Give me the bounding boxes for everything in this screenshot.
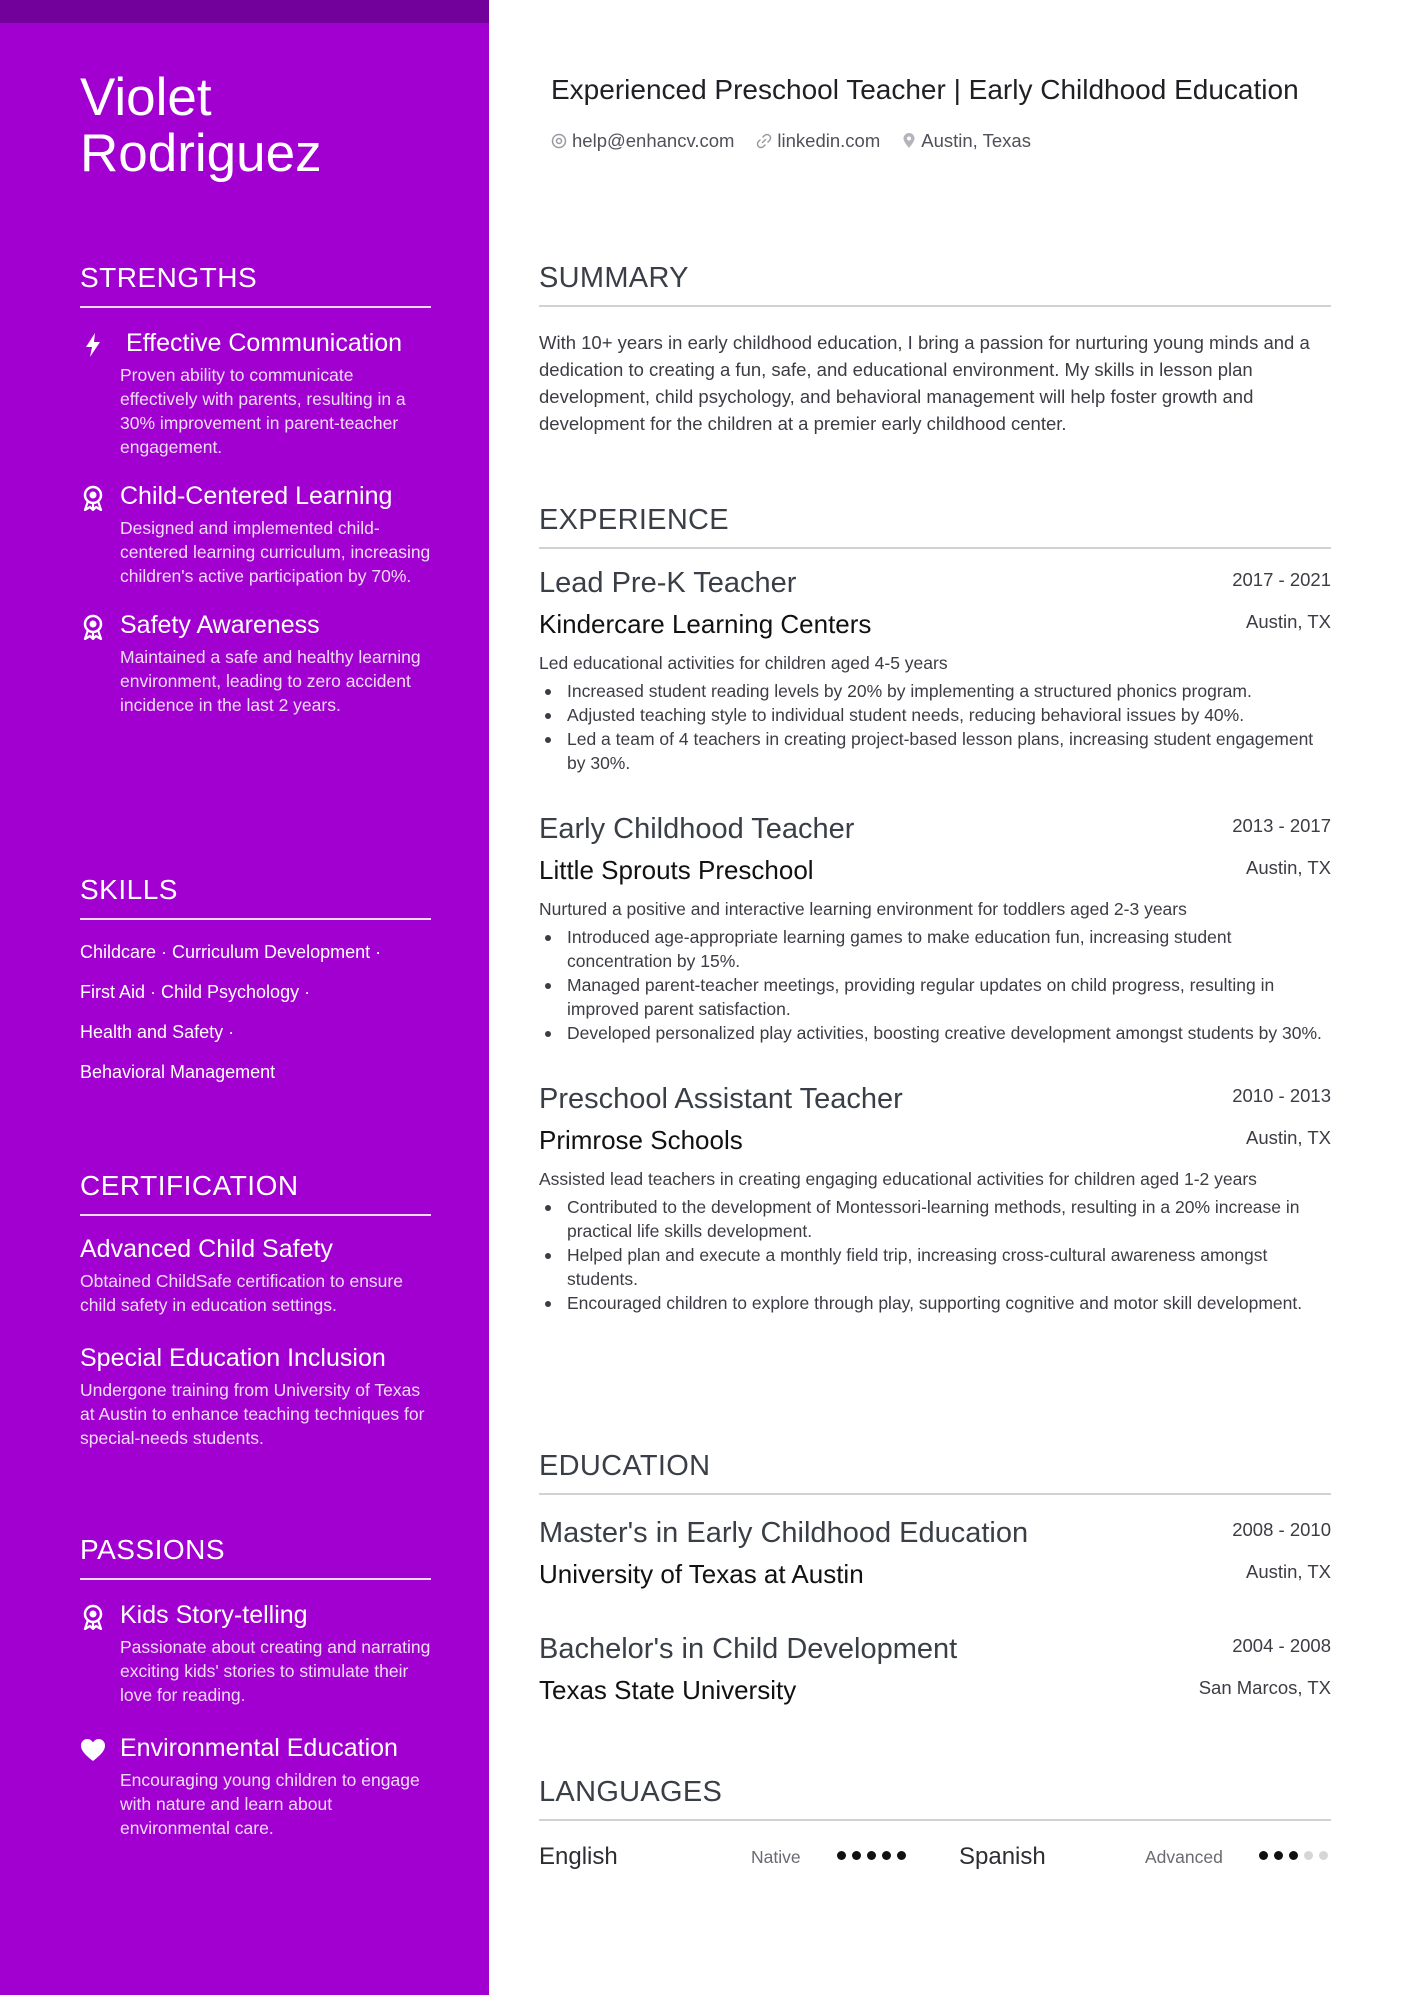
summary-title: SUMMARY <box>539 262 1331 307</box>
skills-section <box>80 874 431 1084</box>
passion-title: Environmental Education <box>120 1734 398 1762</box>
rating-dot-filled <box>897 1851 906 1860</box>
education-dates: 2008 - 2010 <box>1232 1519 1331 1540</box>
certification-section <box>80 1170 431 1450</box>
job-role: Lead Pre-K Teacher <box>539 567 797 599</box>
rating-dot-filled <box>882 1851 891 1860</box>
strengths-section <box>80 262 431 717</box>
job-header <box>539 813 1331 897</box>
job-company: Little Sprouts Preschool <box>539 855 814 885</box>
language-name: English <box>539 1843 618 1870</box>
passion-item <box>80 1600 431 1707</box>
strength-item <box>80 481 431 588</box>
education-entry <box>539 1517 1331 1601</box>
certification-title-text: Advanced Child Safety <box>80 1235 333 1263</box>
language-rating <box>837 1851 906 1860</box>
skill-line: First Aid · Child Psychology · <box>80 982 311 1002</box>
rating-dot-filled <box>837 1851 846 1860</box>
education-school: University of Texas at Austin <box>539 1559 864 1589</box>
job-bullet: Contributed to the development of Montessori-learning methods, resulting in a 20% increase in practical life skills development. <box>539 1195 1331 1243</box>
job-entry <box>539 567 1331 775</box>
rating-dot-filled <box>867 1851 876 1860</box>
education-degree: Master's in Early Childhood Education <box>539 1517 1029 1549</box>
rating-dot-empty <box>1319 1851 1328 1860</box>
job-header <box>539 1083 1331 1167</box>
skill-line: Health and Safety · <box>80 1022 235 1042</box>
passion-desc: Encouraging young children to engage with nature and learn about environmental care. <box>120 1770 420 1838</box>
summary-text: With 10+ years in early childhood education, I bring a passion for nurturing young minds and a dedication to creating a fun, safe, and educational environment. My skills in lesson plan development, child psychology, and behavioral management will help foster growth and development for the children at a premier early childhood center. <box>539 332 1310 434</box>
contact-email[interactable] <box>551 130 734 152</box>
sidebar-top-bar <box>0 0 489 23</box>
job-dates: 2017 - 2021 <box>1232 569 1331 590</box>
job-description: Assisted lead teachers in creating engaging educational activities for children aged 1-2 years <box>539 1169 1257 1189</box>
heart-icon <box>80 1737 106 1763</box>
language-name: Spanish <box>959 1843 1046 1870</box>
contact-location <box>902 130 1031 152</box>
award-icon <box>80 614 106 640</box>
job-company: Kindercare Learning Centers <box>539 609 872 639</box>
rating-dot-filled <box>1289 1851 1298 1860</box>
passion-desc: Passionate about creating and narrating exciting kids' stories to stimulate their love for reading. <box>120 1637 431 1705</box>
job-location: Austin, TX <box>1245 857 1331 878</box>
job-bullet: Helped plan and execute a monthly field trip, increasing cross-cultural awareness amongst students. <box>539 1243 1331 1291</box>
education-degree: Bachelor's in Child Development <box>539 1633 958 1665</box>
strength-title: Effective Communication <box>126 329 403 357</box>
award-icon <box>80 485 106 511</box>
job-company: Primrose Schools <box>539 1125 743 1155</box>
contact-linkedin-text: linkedin.com <box>777 130 881 151</box>
strength-title: Child-Centered Learning <box>120 482 393 510</box>
contact-email-text: help@enhancv.com <box>572 130 735 151</box>
certification-item <box>80 1343 431 1450</box>
at-icon <box>551 133 567 149</box>
strengths-title: STRENGTHS <box>80 262 431 308</box>
link-icon <box>756 133 772 149</box>
language-item <box>539 1839 909 1875</box>
education-school: Texas State University <box>539 1675 797 1705</box>
job-bullets <box>539 679 1331 775</box>
certification-title-text: Special Education Inclusion <box>80 1344 386 1372</box>
languages-title: LANGUAGES <box>539 1776 1331 1821</box>
job-bullet: Introduced age-appropriate learning games to make education fun, increasing student concentration by 15%. <box>539 925 1331 973</box>
job-bullet: Adjusted teaching style to individual student needs, reducing behavioral issues by 40%. <box>539 703 1331 727</box>
strength-desc: Proven ability to communicate effectively with parents, resulting in a 30% improvement in parent-teacher engagement. <box>120 365 406 457</box>
certification-desc: Undergone training from University of Texas at Austin to enhance teaching techniques for special-needs students. <box>80 1380 425 1448</box>
rating-dot-filled <box>1259 1851 1268 1860</box>
job-bullets <box>539 925 1331 1045</box>
passion-title: Kids Story-telling <box>120 1601 308 1629</box>
contact-bar <box>551 130 1031 152</box>
education-title: EDUCATION <box>539 1450 1331 1495</box>
passion-item <box>80 1733 431 1840</box>
strength-item <box>80 328 431 459</box>
experience-section <box>539 504 1331 1315</box>
experience-title: EXPERIENCE <box>539 504 1331 549</box>
job-header <box>539 567 1331 651</box>
strength-title: Safety Awareness <box>120 611 320 639</box>
passions-title: PASSIONS <box>80 1534 431 1580</box>
language-level: Advanced <box>1145 1847 1223 1867</box>
language-item <box>959 1839 1331 1875</box>
education-dates: 2004 - 2008 <box>1232 1635 1331 1656</box>
education-location: San Marcos, TX <box>1198 1677 1331 1698</box>
skill-line: Behavioral Management <box>80 1062 276 1082</box>
language-rating <box>1259 1851 1328 1860</box>
job-dates: 2013 - 2017 <box>1232 815 1331 836</box>
certification-desc: Obtained ChildSafe certification to ensure child safety in education settings. <box>80 1271 403 1315</box>
person-name <box>80 70 322 182</box>
strength-desc: Maintained a safe and healthy learning environment, leading to zero accident incidence in the last 2 years. <box>120 647 421 715</box>
job-role: Early Childhood Teacher <box>539 813 855 845</box>
education-location: Austin, TX <box>1245 1561 1331 1582</box>
job-bullet: Led a team of 4 teachers in creating project-based lesson plans, increasing student engagement by 30%. <box>539 727 1331 775</box>
job-entry <box>539 813 1331 1045</box>
strength-item <box>80 610 431 717</box>
job-bullets <box>539 1195 1331 1315</box>
rating-dot-empty <box>1304 1851 1313 1860</box>
skill-line: Childcare · Curriculum Development · <box>80 942 382 962</box>
strength-desc: Designed and implemented child-centered learning curriculum, increasing children's active participation by 70%. <box>120 518 431 586</box>
job-bullet: Managed parent-teacher meetings, providing regular updates on child progress, resulting in improved parent satisfaction. <box>539 973 1331 1021</box>
job-description: Nurtured a positive and interactive learning environment for toddlers aged 2-3 years <box>539 899 1187 919</box>
skills-list <box>80 940 431 1084</box>
contact-linkedin[interactable] <box>756 130 880 152</box>
name-last: Rodriguez <box>80 124 322 183</box>
rating-dot-filled <box>1274 1851 1283 1860</box>
skills-title: SKILLS <box>80 874 431 920</box>
job-bullet: Encouraged children to explore through play, supporting cognitive and motor skill development. <box>539 1291 1331 1315</box>
lightning-icon <box>80 332 106 358</box>
job-bullet: Increased student reading levels by 20% by implementing a structured phonics program. <box>539 679 1331 703</box>
award-icon <box>80 1604 106 1630</box>
headline: Experienced Preschool Teacher | Early Childhood Education <box>551 74 1299 105</box>
job-dates: 2010 - 2013 <box>1232 1085 1331 1106</box>
location-pin-icon <box>902 133 916 149</box>
certification-title: CERTIFICATION <box>80 1170 431 1216</box>
job-location: Austin, TX <box>1245 1127 1331 1148</box>
language-level: Native <box>751 1847 801 1867</box>
job-bullet: Developed personalized play activities, boosting creative development amongst students by 30%. <box>539 1021 1331 1045</box>
job-entry <box>539 1083 1331 1315</box>
job-description: Led educational activities for children aged 4-5 years <box>539 653 948 673</box>
education-entry <box>539 1633 1331 1717</box>
job-role: Preschool Assistant Teacher <box>539 1083 903 1115</box>
job-location: Austin, TX <box>1245 611 1331 632</box>
contact-location-text: Austin, Texas <box>921 130 1031 151</box>
languages-list <box>539 1839 1331 1879</box>
rating-dot-filled <box>852 1851 861 1860</box>
sidebar <box>0 0 489 1995</box>
certification-item <box>80 1234 431 1317</box>
name-first: Violet <box>80 68 212 127</box>
languages-section <box>539 1776 1331 1879</box>
education-section <box>539 1450 1331 1717</box>
summary-section <box>539 262 1331 437</box>
passions-section <box>80 1534 431 1840</box>
